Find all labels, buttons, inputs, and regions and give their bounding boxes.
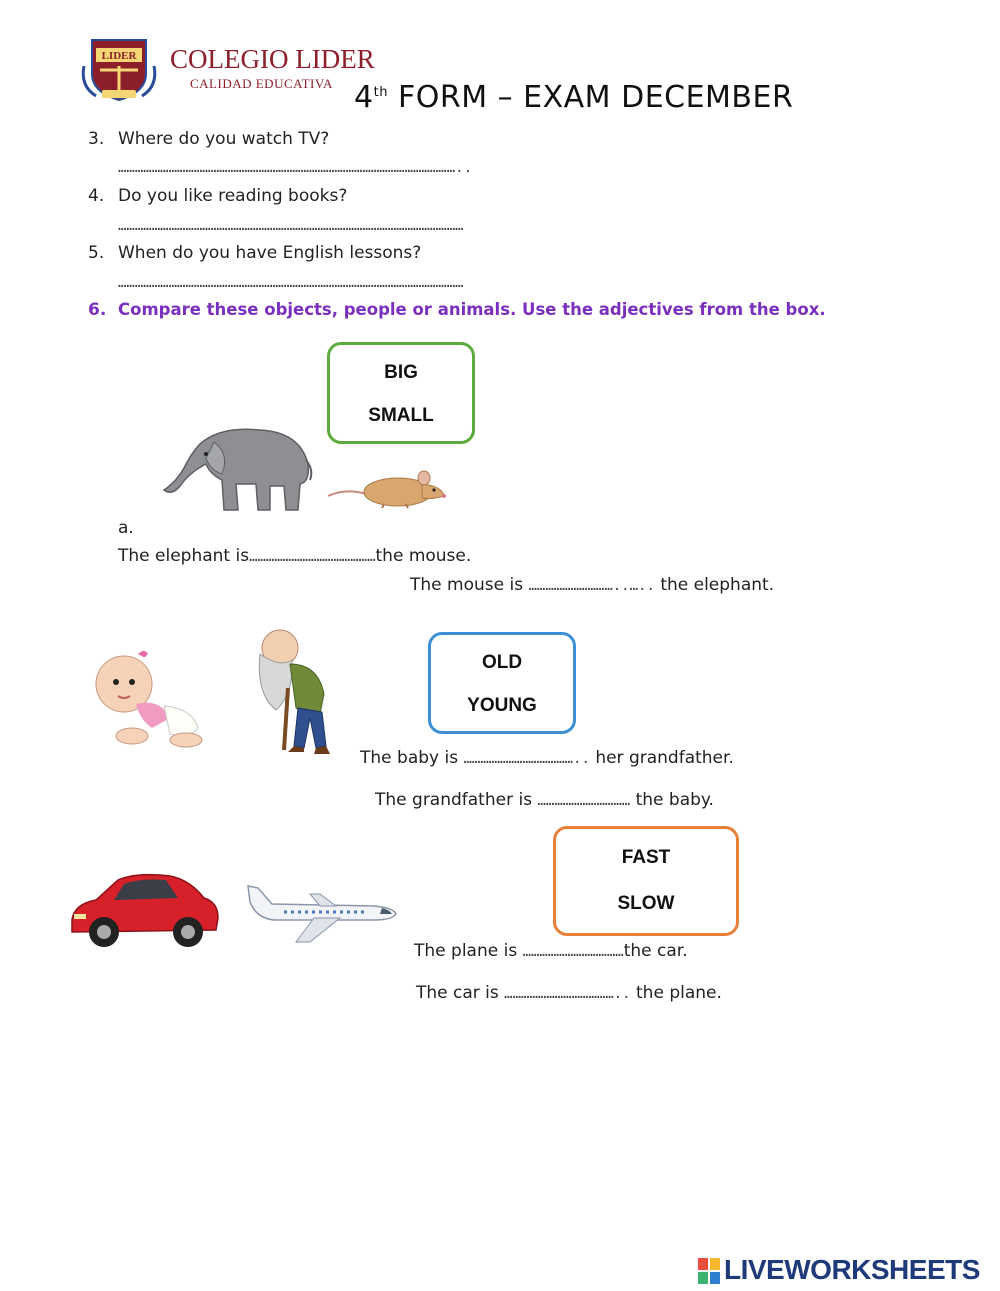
question-4-text: Do you like reading books? (118, 186, 348, 206)
answer-grandfather-blank[interactable]: …………………………… (537, 793, 631, 809)
sentence-plane (414, 941, 688, 961)
adjective-box-fast-slow (553, 826, 739, 936)
question-5-answer-line[interactable]: …………………………………………………………………………………………………………… (118, 275, 464, 291)
sentence-baby-end: her grandfather. (595, 748, 734, 768)
liveworksheets-brand: LIVEWORKSHEETS (724, 1254, 980, 1285)
box-word-slow: SLOW (617, 893, 675, 914)
section-a-label: a. (118, 518, 134, 538)
sentence-grandfather-start: The grandfather is (375, 790, 533, 810)
instruction-number: 6. (88, 300, 107, 320)
instruction-text: Compare these objects, people or animals. Use the adjectives from the box. (118, 300, 826, 319)
sentence-mouse-start: The mouse is (410, 575, 524, 595)
sentence-plane-end: the car. (623, 941, 688, 961)
title-superscript: th (373, 85, 388, 100)
liveworksheets-logo-icon (698, 1258, 720, 1284)
question-3-text: Where do you watch TV? (118, 129, 330, 149)
sentence-grandfather (375, 790, 714, 810)
question-3-answer-line[interactable]: ………………………………………………………………………………………………………….. (118, 160, 473, 176)
grandfather-picture (246, 624, 338, 756)
answer-elephant-blank[interactable]: ……………………………………… (249, 549, 376, 565)
box-word-fast: FAST (621, 847, 671, 868)
baby-picture (80, 648, 205, 752)
sentence-baby-start: The baby is (360, 748, 459, 768)
question-5-number: 5. (88, 243, 105, 263)
school-name: COLEGIO LIDER (170, 44, 375, 74)
adjective-box-old-young (428, 632, 576, 734)
box-word-big: BIG (384, 362, 418, 383)
sentence-baby (360, 748, 734, 768)
answer-mouse-blank[interactable]: …………………………..….. (528, 578, 655, 594)
question-5-text: When do you have English lessons? (118, 243, 422, 263)
question-4-answer-line[interactable]: …………………………………………………………………………………………………………… (118, 218, 464, 234)
sentence-elephant (118, 546, 471, 566)
sentence-mouse (410, 575, 774, 595)
sentence-grandfather-end: the baby. (635, 790, 714, 810)
sentence-mouse-end: the elephant. (660, 575, 775, 595)
sentence-plane-start: The plane is (414, 941, 518, 961)
adjective-box-big-small (327, 342, 475, 444)
answer-plane-blank[interactable]: ……………………………… (522, 944, 624, 960)
box-word-young: YOUNG (467, 695, 537, 716)
sentence-car-start: The car is (416, 983, 499, 1003)
title-number: 4 (354, 80, 374, 115)
sentence-elephant-end: the mouse. (375, 546, 472, 566)
sentence-car (416, 983, 722, 1003)
page-title (354, 80, 793, 115)
mouse-picture (326, 466, 448, 510)
school-tagline: CALIDAD EDUCATIVA (190, 76, 333, 91)
sentence-elephant-start: The elephant is (118, 546, 250, 566)
sentence-car-end: the plane. (636, 983, 722, 1003)
svg-text:LIDER: LIDER (101, 50, 137, 62)
elephant-picture (160, 424, 315, 516)
airplane-picture (244, 884, 398, 946)
answer-baby-blank[interactable]: ………………………………….. (463, 751, 590, 767)
box-word-small: SMALL (368, 405, 434, 426)
answer-car-blank[interactable]: ………………………………….. (504, 986, 631, 1002)
title-text: FORM – EXAM DECEMBER (387, 80, 794, 115)
question-4-number: 4. (88, 186, 105, 206)
school-logo (78, 36, 160, 102)
question-3-number: 3. (88, 129, 105, 149)
box-word-old: OLD (481, 652, 523, 673)
car-picture (66, 870, 222, 952)
